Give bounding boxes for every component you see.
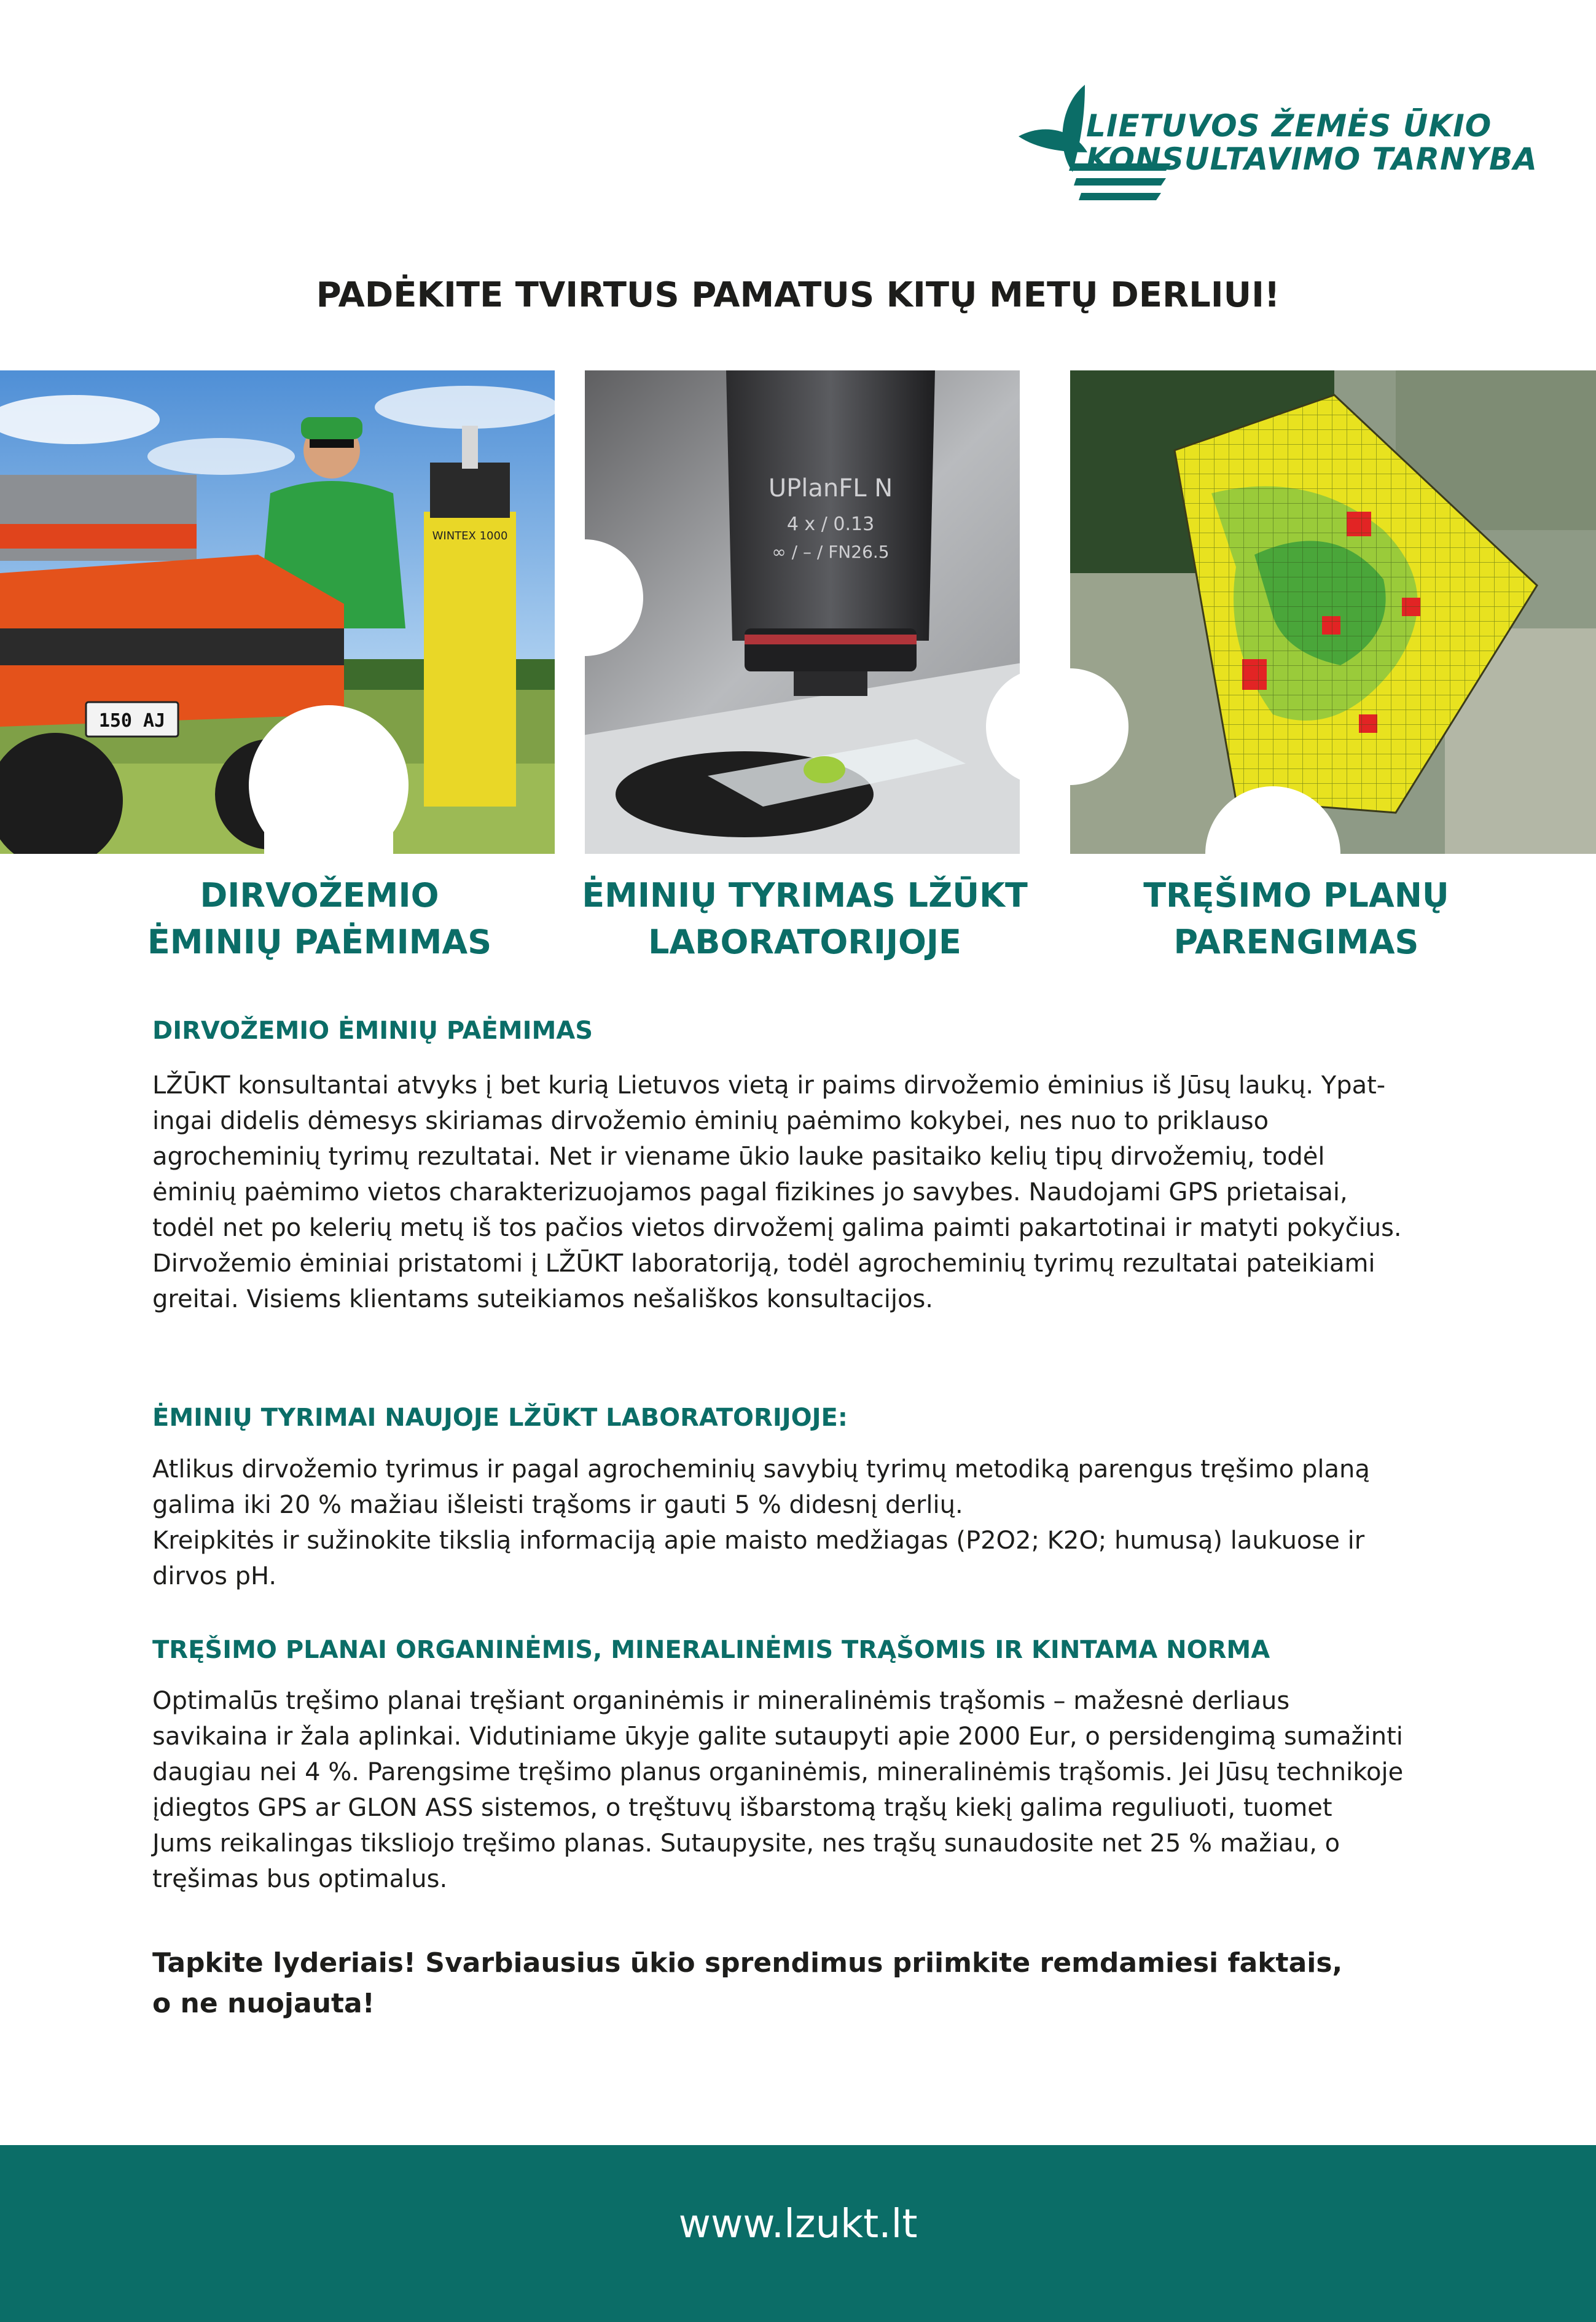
caption-line: TRĘŠIMO PLANŲ [1143,876,1449,915]
closing-statement [152,1943,1449,2024]
device-label: WINTEX 1000 [432,530,508,542]
section-title: ĖMINIŲ TYRIMAI NAUJOJE LŽŪKT LABORATORIJOJE: [152,1404,848,1432]
section-body [152,1683,1449,1897]
caption-line: LABORATORIJOJE [648,923,961,961]
lens-label-3: ∞ / – / FN26.5 [772,542,890,562]
body-line: agrocheminių tyrimų rezultatai. Net ir viename ūkio lauke pasitaiko kelių tipų dirvožemių, todėl [152,1143,1325,1171]
section-title: TRĘŠIMO PLANAI ORGANINĖMIS, MINERALINĖMIS TRĄŠOMIS IR KINTAMA NORMA [152,1636,1270,1664]
section-title: DIRVOŽEMIO ĖMINIŲ PAĖMIMAS [152,1017,593,1045]
body-line: Atlikus dirvožemio tyrimus ir pagal agrocheminių savybių tyrimų metodiką parengus tręšimo planą [152,1455,1370,1484]
body-line: LŽŪKT konsultantai atvyks į bet kurią Lietuvos vietą ir paims dirvožemio ėminius iš Jūsų laukų. Ypat- [152,1071,1386,1100]
caption-soil-sampling [98,872,541,966]
body-line: galima iki 20 % mažiau išleisti trąšoms ir gauti 5 % didesnį derlių. [152,1491,963,1519]
section-body [152,1068,1449,1317]
footer-bar [0,2145,1596,2322]
body-line: tręšimas bus optimalus. [152,1865,448,1893]
logo-line-1: LIETUVOS ŽEMĖS ŪKIO [1086,108,1492,144]
caption-line: DIRVOŽEMIO [200,876,439,915]
lens-label-1: UPlanFL N [768,474,893,502]
website-link[interactable]: www.lzukt.lt [678,2202,918,2247]
licence-plate: 150 AJ [98,710,166,732]
caption-laboratory [553,872,1057,966]
closing-line: Tapkite lyderiais! Svarbiausius ūkio sprendimus priimkite remdamiesi faktais, [152,1947,1343,1979]
body-line: Optimalūs tręšimo planai tręšiant organinėmis ir mineralinėmis trąšomis – mažesnė derliaus [152,1687,1290,1715]
caption-fertilization [1069,872,1524,966]
section-body [152,1452,1449,1594]
body-line: Kreipkitės ir sužinokite tikslią informaciją apie maisto medžiagas (P2O2; K2O; humusą) laukuose ir [152,1526,1365,1555]
body-line: Dirvožemio ėminiai pristatomi į LŽŪKT laboratoriją, todėl agrocheminių tyrimų rezultatai pateikiami [152,1249,1375,1278]
photo-microscope [560,370,1044,854]
body-line: Jums reikalingas tiksliojo tręšimo planas. Sutaupysite, nes trąšų sunaudosite net 25 % mažiau, o [152,1829,1340,1858]
caption-line: ĖMINIŲ TYRIMAS LŽŪKT [582,876,1028,915]
body-line: ėminių paėmimo vietos charakterizuojamos pagal fizikines jo savybes. Naudojami GPS prietaisai, [152,1178,1348,1206]
caption-line: ĖMINIŲ PAĖMIMAS [147,923,492,961]
body-line: greitai. Visiems klientams suteikiamos nešališkos konsultacijos. [152,1285,933,1313]
closing-line: o ne nuojauta! [152,1988,375,2019]
body-line: daugiau nei 4 %. Parengsime tręšimo planus organinėmis, mineralinėmis trąšomis. Jei Jūsų technikoje [152,1758,1404,1786]
body-line: ingai didelis dėmesys skiriamas dirvožemio ėminių paėmimo kokybei, nes nuo to priklauso [152,1107,1269,1135]
body-line: todėl net po kelerių metų iš tos pačios vietos dirvožemį galima paimti pakartotinai ir matyti pokyčius. [152,1214,1402,1242]
caption-line: PARENGIMAS [1173,923,1419,961]
logo [1012,80,1538,209]
body-line: dirvos pH. [152,1562,277,1590]
photo-soil-sampling [0,370,555,854]
page-headline: PADĖKITE TVIRTUS PAMATUS KITŲ METŲ DERLIUI! [316,275,1280,315]
lens-label-2: 4 x / 0.13 [786,514,875,535]
body-line: savikaina ir žala aplinkai. Vidutiniame ūkyje galite sutaupyti apie 2000 Eur, o persidengimą sumažinti [152,1722,1403,1751]
photo-fertilization-map [1052,370,1596,854]
logo-line-2: KONSULTAVIMO TARNYBA [1086,141,1538,177]
body-line: įdiegtos GPS ar GLON ASS sistemos, o tręštuvų išbarstomą trąšų kiekį galima reguliuoti, tuomet [152,1794,1332,1822]
